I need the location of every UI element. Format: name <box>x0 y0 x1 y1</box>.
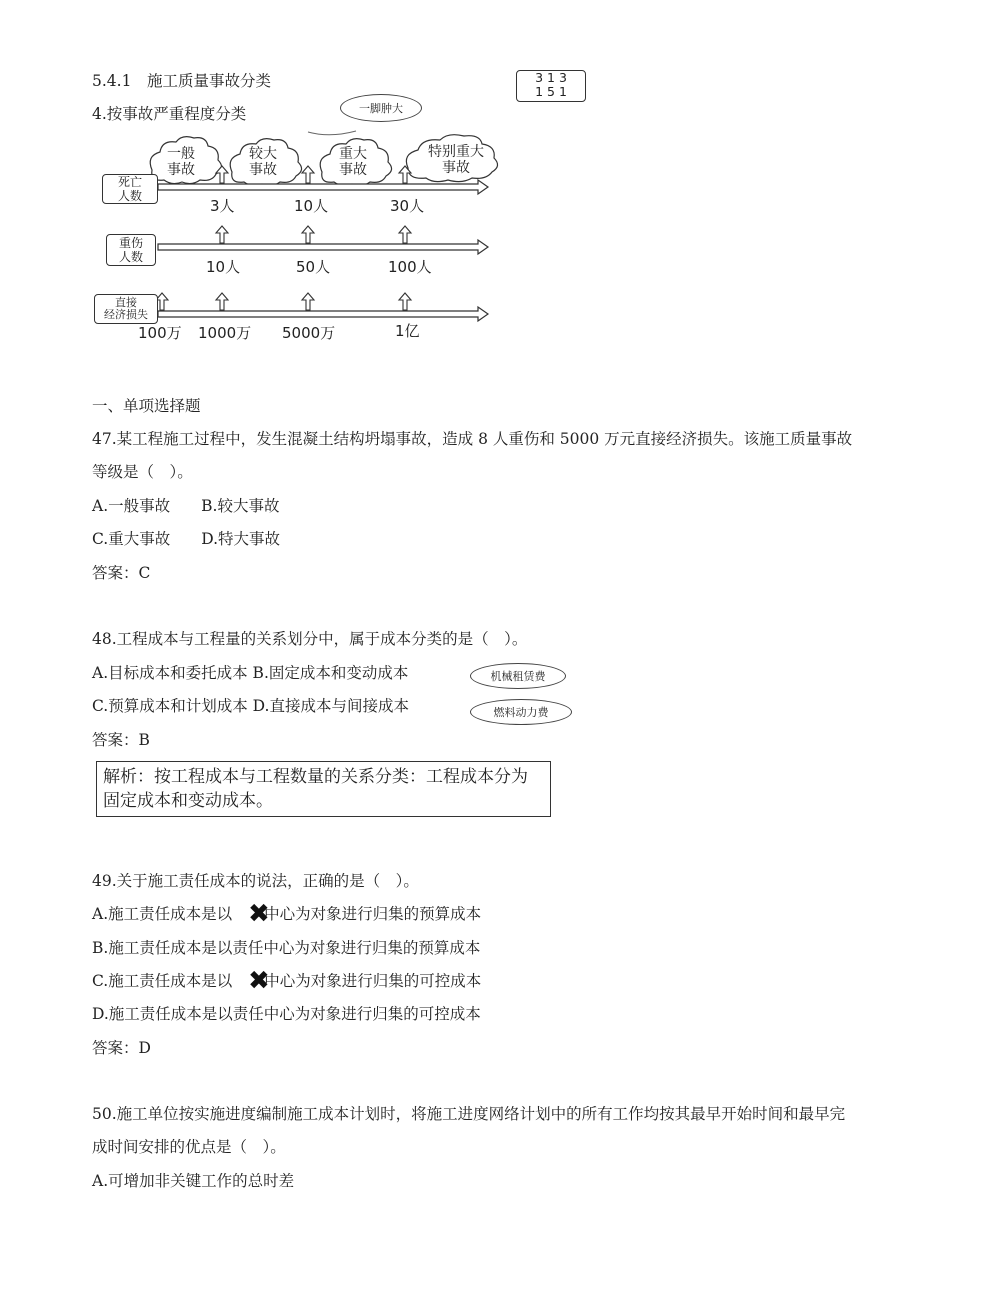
q49-option-a-post: 中心为对象进行归集的预算成本 <box>264 905 482 923</box>
q47-answer: 答案：C <box>92 564 151 582</box>
threshold-injury-10: 10人 <box>206 258 241 276</box>
row-label-injury: 重伤 人数 <box>106 234 156 266</box>
arrow-injury-50 <box>302 226 314 243</box>
arrow-loss-1000 <box>216 293 228 310</box>
q50-option-a: A.可增加非关键工作的总时差 <box>92 1172 295 1190</box>
q49-option-a-pre: A.施工责任成本是以 <box>92 905 233 923</box>
q49-option-c <box>92 971 481 991</box>
q48-question: 48.工程成本与工程量的关系划分中，属于成本分类的是（ ）。 <box>92 630 528 648</box>
q47-line1: 47.某工程施工过程中，发生混凝土结构坍塌事故，造成 8 人重伤和 5000 万元直接经济损失。该施工质量事故 <box>92 430 853 448</box>
q49-option-d: D.施工责任成本是以责任中心为对象进行归集的可控成本 <box>92 1005 481 1023</box>
category-major: 重大 事故 <box>339 146 367 178</box>
loss-axis <box>158 307 488 321</box>
threshold-death-10: 10人 <box>294 197 329 215</box>
q47-line2: 等级是（ ）。 <box>92 463 193 481</box>
threshold-death-3: 3人 <box>210 197 235 215</box>
q48-answer: 答案：B <box>92 731 150 749</box>
threshold-loss-100: 100万 <box>138 324 182 342</box>
row-label-death: 死亡 人数 <box>102 174 158 204</box>
arrow-loss-1yi <box>399 293 411 310</box>
threshold-injury-100: 100人 <box>388 258 432 276</box>
arrow-injury-10 <box>216 226 228 243</box>
q49-answer: 答案：D <box>92 1039 151 1057</box>
q49-question: 49.关于施工责任成本的说法，正确的是（ ）。 <box>92 872 419 890</box>
q49-option-a <box>92 904 481 924</box>
cross-out-mark-c: ✖ <box>248 966 270 996</box>
section-heading: 5.4.1 施工质量事故分类 <box>92 72 271 90</box>
section-title: 一、单项选择题 <box>92 397 201 415</box>
q48-options-cd: C.预算成本和计划成本 D.直接成本与间接成本 <box>92 697 409 715</box>
threshold-loss-1000: 1000万 <box>198 324 252 342</box>
injury-axis <box>158 240 488 254</box>
q48-analysis-box <box>96 761 551 817</box>
category-larger: 较大 事故 <box>249 146 277 178</box>
q50-line1: 50.施工单位按实施进度编制施工成本计划时，将施工进度网络计划中的所有工作均按其最早开始时间和最早完 <box>92 1105 846 1123</box>
threshold-loss-5000: 5000万 <box>282 324 336 342</box>
row-label-loss: 直接 经济损失 <box>94 294 158 324</box>
cross-out-mark-a: ✖ <box>248 899 270 929</box>
corner-note-line1: 3 1 3 <box>535 70 567 85</box>
category-general: 一般 事故 <box>167 146 195 178</box>
arrow-death-10 <box>302 166 314 183</box>
note-fuel-power: 燃料动力费 <box>470 699 572 725</box>
threshold-death-30: 30人 <box>390 197 425 215</box>
arrow-injury-100 <box>399 226 411 243</box>
category-extra-major: 特别重大 事故 <box>428 144 484 176</box>
q47-options-cd: C.重大事故 D.特大事故 <box>92 530 281 548</box>
scribble-mark <box>308 131 356 135</box>
q50-line2: 成时间安排的优点是（ ）。 <box>92 1138 286 1156</box>
threshold-loss-1yi: 1亿 <box>395 322 420 340</box>
subheading: 4.按事故严重程度分类 <box>92 105 247 123</box>
q48-analysis-line2: 固定成本和变动成本。 <box>103 791 273 811</box>
q48-analysis-line1: 解析：按工程成本与工程数量的关系分类：工程成本分为 <box>103 767 528 787</box>
note-machinery-rental: 机械租赁费 <box>470 663 566 689</box>
threshold-injury-50: 50人 <box>296 258 331 276</box>
corner-note-line2: 1 5 1 <box>535 84 567 99</box>
top-oval-note: 一脚肿大 <box>340 94 422 122</box>
q49-option-b: B.施工责任成本是以责任中心为对象进行归集的预算成本 <box>92 939 481 957</box>
arrow-loss-5000 <box>302 293 314 310</box>
q47-options-ab: A.一般事故 B.较大事故 <box>92 497 280 515</box>
q49-option-c-pre: C.施工责任成本是以 <box>92 972 233 990</box>
q49-option-c-post: 中心为对象进行归集的可控成本 <box>264 972 482 990</box>
q48-options-ab: A.目标成本和委托成本 B.固定成本和变动成本 <box>92 664 409 682</box>
